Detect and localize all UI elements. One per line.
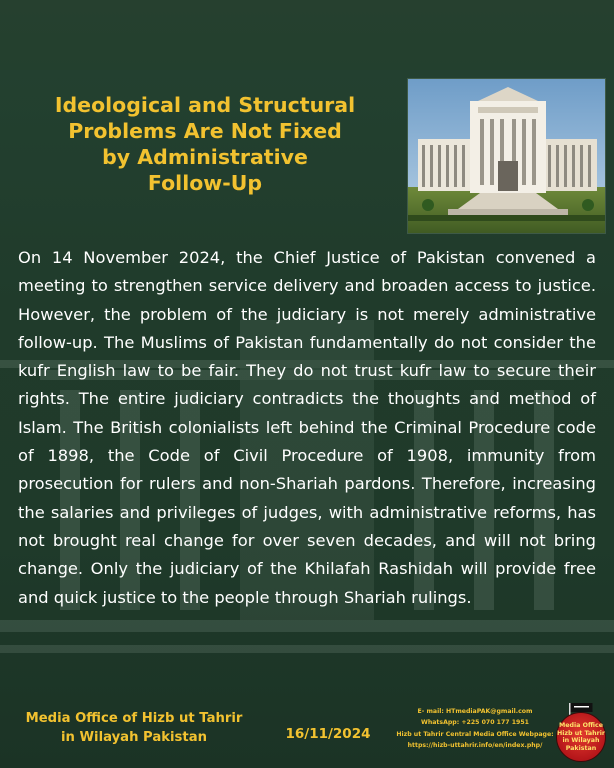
- supreme-court-photo: [407, 78, 606, 234]
- logo-line: Hizb ut Tahrir: [556, 729, 606, 737]
- org-line: in Wilayah Pakistan: [61, 730, 207, 745]
- logo-line: Media Office: [558, 722, 604, 729]
- email-link[interactable]: E- mail: HTmediaPAK@gmail.com: [417, 708, 533, 715]
- article-body: On 14 November 2024, the Chief Justice of Pakistan convened a meeting to strengthen service delivery and broaden access to justice. However, the problem of the judiciary is not merely administrative follow-up. The Muslims of Pakistan fundamentally do not consider the kufr English law to be fair. They do not trust kufr law to secure their rights. The entire judiciary contradicts the thoughts and method of Islam. The British colonialists left behind the Criminal Procedure code of 1898, the Code of Civil Procedure of 1908, immunity from prosecution for rulers and non-Shariah pardons. Therefore, increasing the salaries and privileges of judges, with administrative reforms, has not brought real change for over seven decades, and will not bring change. Only the judiciary of the Khilafah Rashidah will provide free and quick justice to the people through Shariah rulings.: [18, 248, 596, 607]
- headline: [20, 92, 390, 196]
- media-office-logo: [553, 702, 609, 764]
- headline-line: Ideological and Structural: [54, 93, 356, 117]
- headline-line: Follow-Up: [147, 171, 263, 195]
- org-line: Media Office of Hizb ut Tahrir: [25, 711, 243, 726]
- publication-date: 16/11/2024: [285, 726, 371, 742]
- top-band: [0, 0, 614, 70]
- headline-line: by Administrative: [102, 145, 308, 169]
- logo-text: [553, 722, 609, 752]
- headline-line: Problems Are Not Fixed: [68, 119, 342, 143]
- media-office-name: [14, 709, 254, 747]
- whatsapp-number: WhatsApp: +225 070 177 1951: [421, 719, 529, 727]
- logo-line: in Wilayah Pakistan: [562, 737, 600, 752]
- webpage-link[interactable]: https://hizb-uttahrir.info/en/index.php/: [407, 742, 543, 750]
- webpage-label: Hizb ut Tahrir Central Media Office Webpage:: [396, 730, 554, 738]
- footer: [0, 700, 614, 768]
- contact-info: [382, 706, 568, 752]
